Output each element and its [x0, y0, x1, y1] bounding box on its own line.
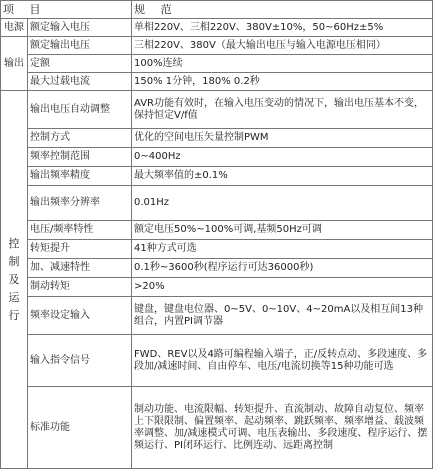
- spec-cell: >20%: [132, 278, 433, 297]
- table-row: [1, 278, 433, 297]
- spec-cell: 0.01Hz: [132, 186, 433, 221]
- category-control: [1, 91, 28, 469]
- table-row: [1, 19, 433, 37]
- spec-cell: 额定电压50%~100%可调,基频50Hz可调: [132, 221, 433, 240]
- table-row: [1, 259, 433, 278]
- item-cell: 加、减速特性: [28, 259, 132, 278]
- item-cell: 额定输出电压: [28, 37, 132, 55]
- item-cell: 输出频率分辨率: [28, 186, 132, 221]
- category-output: 输出: [1, 37, 28, 91]
- item-cell: 输出电压自动调整: [28, 91, 132, 129]
- header-spec: 规 范: [132, 1, 433, 19]
- table-row: [1, 37, 433, 55]
- item-cell: 转矩提升: [28, 240, 132, 259]
- table-row: [1, 221, 433, 240]
- category-char: 控: [8, 236, 20, 250]
- table-row: [1, 335, 433, 387]
- table-row: [1, 167, 433, 186]
- table-row: [1, 91, 433, 129]
- item-cell: 输出频率精度: [28, 167, 132, 186]
- table-row: [1, 387, 433, 469]
- item-cell: 频率控制范围: [28, 148, 132, 167]
- item-cell: 额定输入电压: [28, 19, 132, 37]
- spec-cell: 100%连续: [132, 55, 433, 73]
- spec-cell: 单相220V、三相220V、380V±10%，50~60Hz±5%: [132, 19, 433, 37]
- table-row: [1, 297, 433, 335]
- spec-cell: 41种方式可选: [132, 240, 433, 259]
- header-row: [1, 1, 433, 19]
- item-cell: 电压/频率特性: [28, 221, 132, 240]
- table-row: [1, 129, 433, 148]
- header-item: 项 目: [1, 1, 132, 19]
- spec-cell: FWD、REV以及4路可编程输入端子，正/反转点动、多段速度、多段加/减速时间、自由停车、电压/电流切换等15种功能可选: [132, 335, 433, 387]
- item-cell: 最大过载电流: [28, 73, 132, 91]
- table-row: [1, 148, 433, 167]
- item-cell: 定额: [28, 55, 132, 73]
- spec-cell: 0~400Hz: [132, 148, 433, 167]
- spec-cell: 150% 1分钟，180% 0.2秒: [132, 73, 433, 91]
- spec-cell: 制动功能、电流限幅、转矩提升、直流制动、故障自动复位、频率上下限限制、偏置频率、起动频率、跳跃频率、频率增益、载波频率调整、加/减速模式可调、电压表输出、多段速度、程序运行、摆频运行、PI闭环运行、比例连动、远距离控制: [132, 387, 433, 469]
- category-char: 制: [8, 254, 20, 268]
- spec-cell: 0.1秒~3600秒(程序运行可达36000秒): [132, 259, 433, 278]
- spec-cell: 三相220V、380V（最大输出电压与输入电源电压相同）: [132, 37, 433, 55]
- table-row: [1, 186, 433, 221]
- table-row: [1, 73, 433, 91]
- spec-cell: 优化的空间电压矢量控制PWM: [132, 129, 433, 148]
- category-char: 及: [8, 272, 20, 286]
- item-cell: 标准功能: [28, 387, 132, 469]
- category-char: 运: [8, 290, 20, 304]
- spec-cell: 最大频率值的±0.1%: [132, 167, 433, 186]
- item-cell: 频率设定输入: [28, 297, 132, 335]
- item-cell: 输入指令信号: [28, 335, 132, 387]
- spec-cell: AVR功能有效时，在输入电压变动的情况下，输出电压基本不变，保持恒定V/f值: [132, 91, 433, 129]
- table-row: [1, 55, 433, 73]
- category-char: 行: [8, 308, 20, 322]
- category-power: 电源: [1, 19, 28, 37]
- spec-cell: 键盘，键盘电位器、0~5V、0~10V、4~20mA以及相互间13种组合，内置PI调节器: [132, 297, 433, 335]
- table-row: [1, 240, 433, 259]
- item-cell: 控制方式: [28, 129, 132, 148]
- item-cell: 制动转矩: [28, 278, 132, 297]
